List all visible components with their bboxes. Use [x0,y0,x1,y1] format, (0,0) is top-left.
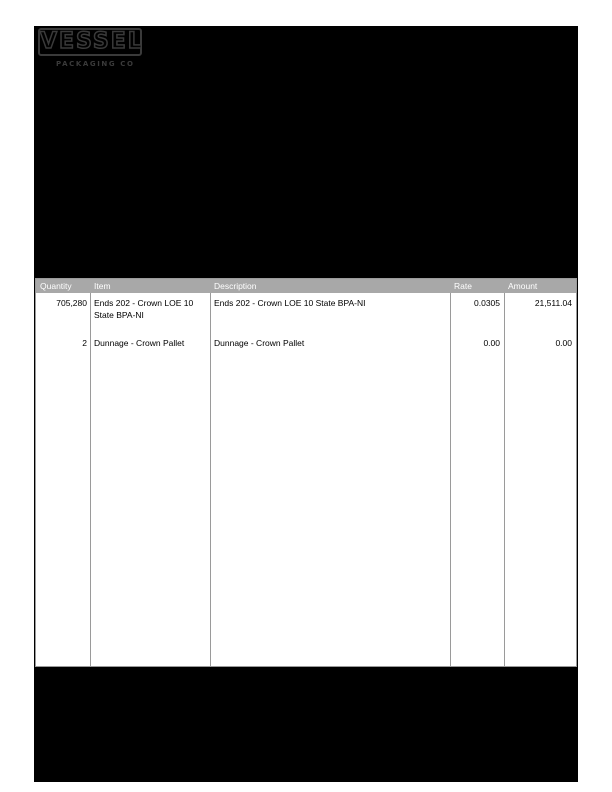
row-rate: 0.00 [483,338,500,348]
company-logo [38,28,148,72]
line-items-table [35,278,577,667]
header-description: Description [214,281,257,291]
header-quantity: Quantity [40,281,72,291]
row-item: Ends 202 - Crown LOE 10 State BPA-NI [94,298,194,320]
logo-wordmark: VESSEL [40,29,144,54]
header-amount: Amount [508,281,538,291]
row-description: Ends 202 - Crown LOE 10 State BPA-NI [214,298,366,308]
row-rate: 0.0305 [474,298,500,308]
column-divider [90,293,91,666]
logo-tagline: PACKAGING CO [56,60,135,68]
row-amount: 21,511.04 [534,298,572,308]
table-header [36,279,576,293]
column-divider [450,293,451,666]
row-amount: 0.00 [555,338,572,348]
row-quantity: 2 [82,338,87,348]
header-item: Item [94,281,111,291]
row-description: Dunnage - Crown Pallet [214,338,305,348]
column-divider [210,293,211,666]
header-rate: Rate [454,281,472,291]
row-item: Dunnage - Crown Pallet [94,338,185,348]
column-divider [504,293,505,666]
row-quantity: 705,280 [56,298,87,308]
